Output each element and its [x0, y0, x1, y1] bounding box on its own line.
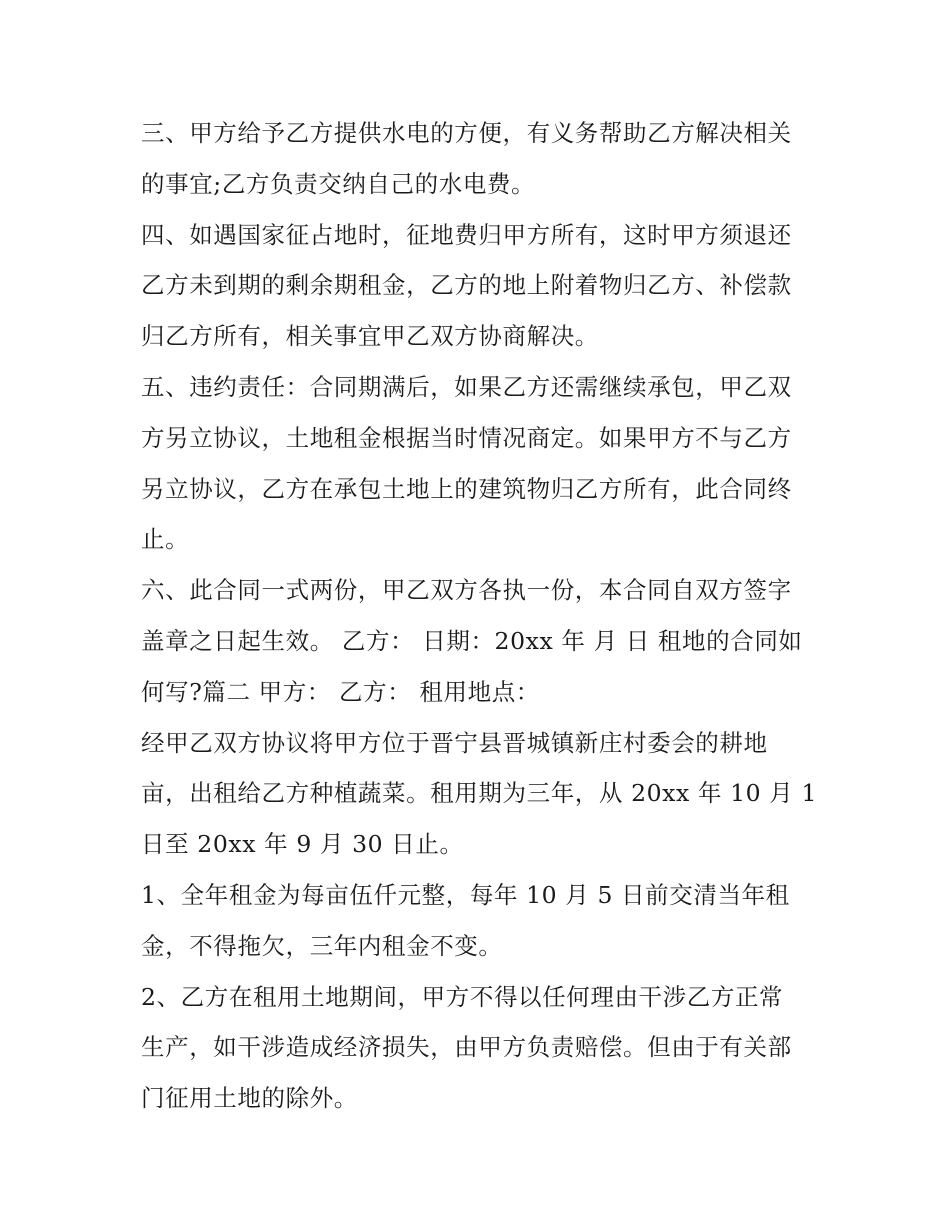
text-line: 的事宜;乙方负责交纳自己的水电费。 — [141, 169, 536, 198]
text-line: 1、全年租金为每亩伍仟元整，每年 10 月 5 日前交清当年租 — [141, 880, 790, 909]
text-line: 方另立协议，土地租金根据当时情况商定。如果甲方不与乙方 — [141, 423, 792, 452]
text-line: 四、如遇国家征占地时，征地费归甲方所有，这时甲方须退还 — [141, 220, 792, 249]
text-line: 亩，出租给乙方种植蔬菜。租用期为三年，从 20xx 年 10 月 1 — [141, 779, 818, 808]
text-line: 门征用土地的除外。 — [141, 1084, 358, 1113]
text-line: 另立协议，乙方在承包土地上的建筑物归乙方所有，此合同终 — [141, 474, 792, 503]
text-line: 盖章之日起生效。 乙方： 日期：20xx 年 月 日 租地的合同如 — [141, 626, 803, 655]
document-body — [141, 108, 821, 1124]
text-line: 何写?篇二 甲方： 乙方： 租用地点： — [141, 677, 540, 706]
text-line: 归乙方所有，相关事宜甲乙双方协商解决。 — [141, 322, 599, 351]
text-line: 五、违约责任：合同期满后，如果乙方还需继续承包，甲乙双 — [141, 372, 792, 401]
text-line: 乙方未到期的剩余期租金，乙方的地上附着物归乙方、补偿款 — [141, 271, 792, 300]
text-line: 六、此合同一式两份，甲乙双方各执一份，本合同自双方签字 — [141, 576, 792, 605]
text-line: 金，不得拖欠，三年内租金不变。 — [141, 931, 503, 960]
text-line: 日至 20xx 年 9 月 30 日止。 — [141, 830, 464, 859]
text-line: 止。 — [141, 525, 190, 554]
text-line: 2、乙方在租用土地期间，甲方不得以任何理由干涉乙方正常 — [141, 982, 784, 1011]
text-line: 生产，如干涉造成经济损失，由甲方负责赔偿。但由于有关部 — [141, 1033, 792, 1062]
text-line: 三、甲方给予乙方提供水电的方便，有义务帮助乙方解决相关 — [141, 119, 792, 147]
text-line: 经甲乙双方协议将甲方位于晋宁县晋城镇新庄村委会的耕地 — [141, 728, 768, 757]
